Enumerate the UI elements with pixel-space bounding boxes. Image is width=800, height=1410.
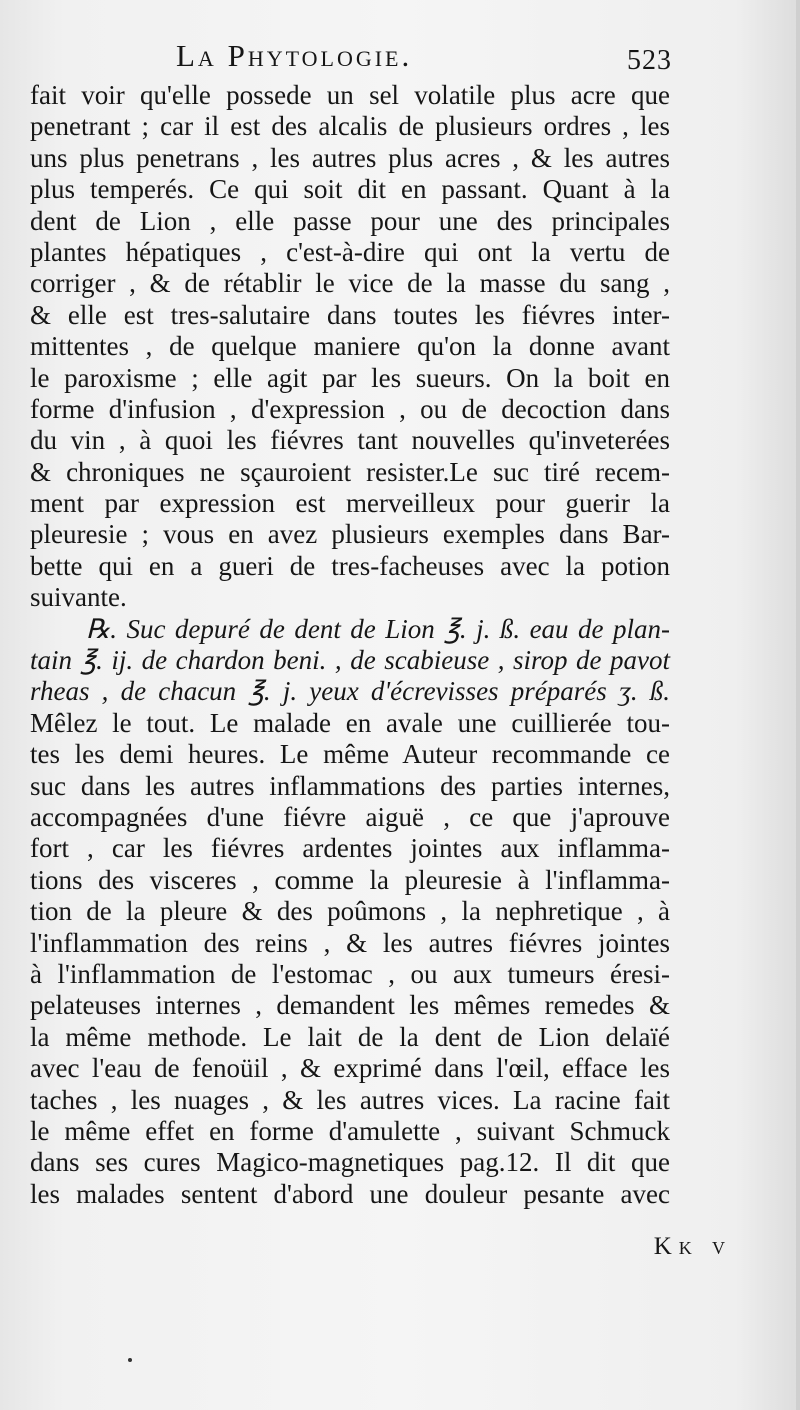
text-line-35: dans ses cures Magico-magnetiques pag.12. Il dit que bbox=[30, 1147, 670, 1178]
recipe-line-3: rheas , de chacun ℥. j. yeux d'écrevisses préparés ʒ. ß. bbox=[30, 676, 670, 707]
text-line-9: mittentes , de quelque maniere qu'on la donne avant bbox=[30, 331, 670, 362]
running-title: La Phytologie. bbox=[176, 38, 413, 73]
text-line-29: à l'inflammation de l'estomac , ou aux tumeurs éresi- bbox=[30, 958, 670, 989]
text-line-26: tions des visceres , comme la pleuresie à l'inflamma- bbox=[30, 864, 670, 895]
text-line-4: plus temperés. Ce qui soit dit en passant. Quant à la bbox=[30, 174, 670, 205]
recipe-line-1: ℞. Suc depuré de dent de Lion ℥. j. ß. eau de plan- bbox=[86, 613, 670, 644]
text-line-17: suivante. bbox=[30, 582, 127, 613]
text-line-16: bette qui en a gueri de tres-facheuses avec la potion bbox=[30, 550, 670, 581]
text-line-13: & chroniques ne sçauroient resister.Le suc tiré recem- bbox=[30, 456, 670, 487]
main-text bbox=[30, 80, 670, 1210]
text-line-11: forme d'infusion , d'expression , ou de decoction dans bbox=[30, 393, 670, 424]
page-number: 523 bbox=[627, 45, 672, 76]
text-line-3: uns plus penetrans , les autres plus acres , & les autres bbox=[30, 142, 670, 173]
text-line-12: du vin , à quoi les fiévres tant nouvelles qu'inveterées bbox=[30, 425, 670, 456]
text-line-36: les malades sentent d'abord une douleur pesante avec bbox=[30, 1178, 670, 1209]
running-header bbox=[30, 38, 672, 82]
text-line-24: accompagnées d'une fiévre aiguë , ce que j'aprouve bbox=[30, 801, 670, 832]
text-line-2: penetrant ; car il est des alcalis de plusieurs ordres , les bbox=[30, 111, 670, 142]
recipe-line-2: tain ℥. ij. de chardon beni. , de scabieuse , sirop de pavot bbox=[30, 645, 670, 676]
text-line-5: dent de Lion , elle passe pour une des principales bbox=[30, 205, 670, 236]
text-line-25: fort , car les fiévres ardentes jointes aux inflamma- bbox=[30, 833, 670, 864]
text-line-33: taches , les nuages , & les autres vices. La racine fait bbox=[30, 1084, 670, 1115]
signature-mark: Kk v bbox=[653, 1233, 732, 1260]
text-line-6: plantes hépatiques , c'est-à-dire qui ont la vertu de bbox=[30, 236, 670, 267]
text-line-28: l'inflammation des reins , & les autres fiévres jointes bbox=[30, 927, 670, 958]
paper-speck bbox=[128, 1358, 132, 1362]
text-line-7: corriger , & de rétablir le vice de la masse du sang , bbox=[30, 268, 670, 299]
text-line-10: le paroxisme ; elle agit par les sueurs. On la boit en bbox=[30, 362, 670, 393]
text-line-27: tion de la pleure & des poûmons , la nephretique , à bbox=[30, 896, 670, 927]
text-line-8: & elle est tres-salutaire dans toutes les fiévres inter- bbox=[30, 299, 670, 330]
text-line-32: avec l'eau de fenoüil , & exprimé dans l'œil, efface les bbox=[30, 1053, 670, 1084]
text-line-23: suc dans les autres inflammations des parties internes, bbox=[30, 770, 670, 801]
text-line-31: la même methode. Le lait de la dent de Lion delaïé bbox=[30, 1021, 670, 1052]
text-line-22: tes les demi heures. Le même Auteur recommande ce bbox=[30, 739, 670, 770]
text-line-30: pelateuses internes , demandent les mêmes remedes & bbox=[30, 990, 670, 1021]
text-line-15: pleuresie ; vous en avez plusieurs exemples dans Bar- bbox=[30, 519, 670, 550]
text-line-1: fait voir qu'elle possede un sel volatile plus acre que bbox=[30, 80, 670, 110]
text-line-34: le même effet en forme d'amulette , suivant Schmuck bbox=[30, 1115, 670, 1146]
text-line-14: ment par expression est merveilleux pour guerir la bbox=[30, 488, 670, 519]
page-edge bbox=[796, 0, 800, 1410]
text-line-21: Mêlez le tout. Le malade en avale une cuillierée tou- bbox=[30, 707, 670, 738]
